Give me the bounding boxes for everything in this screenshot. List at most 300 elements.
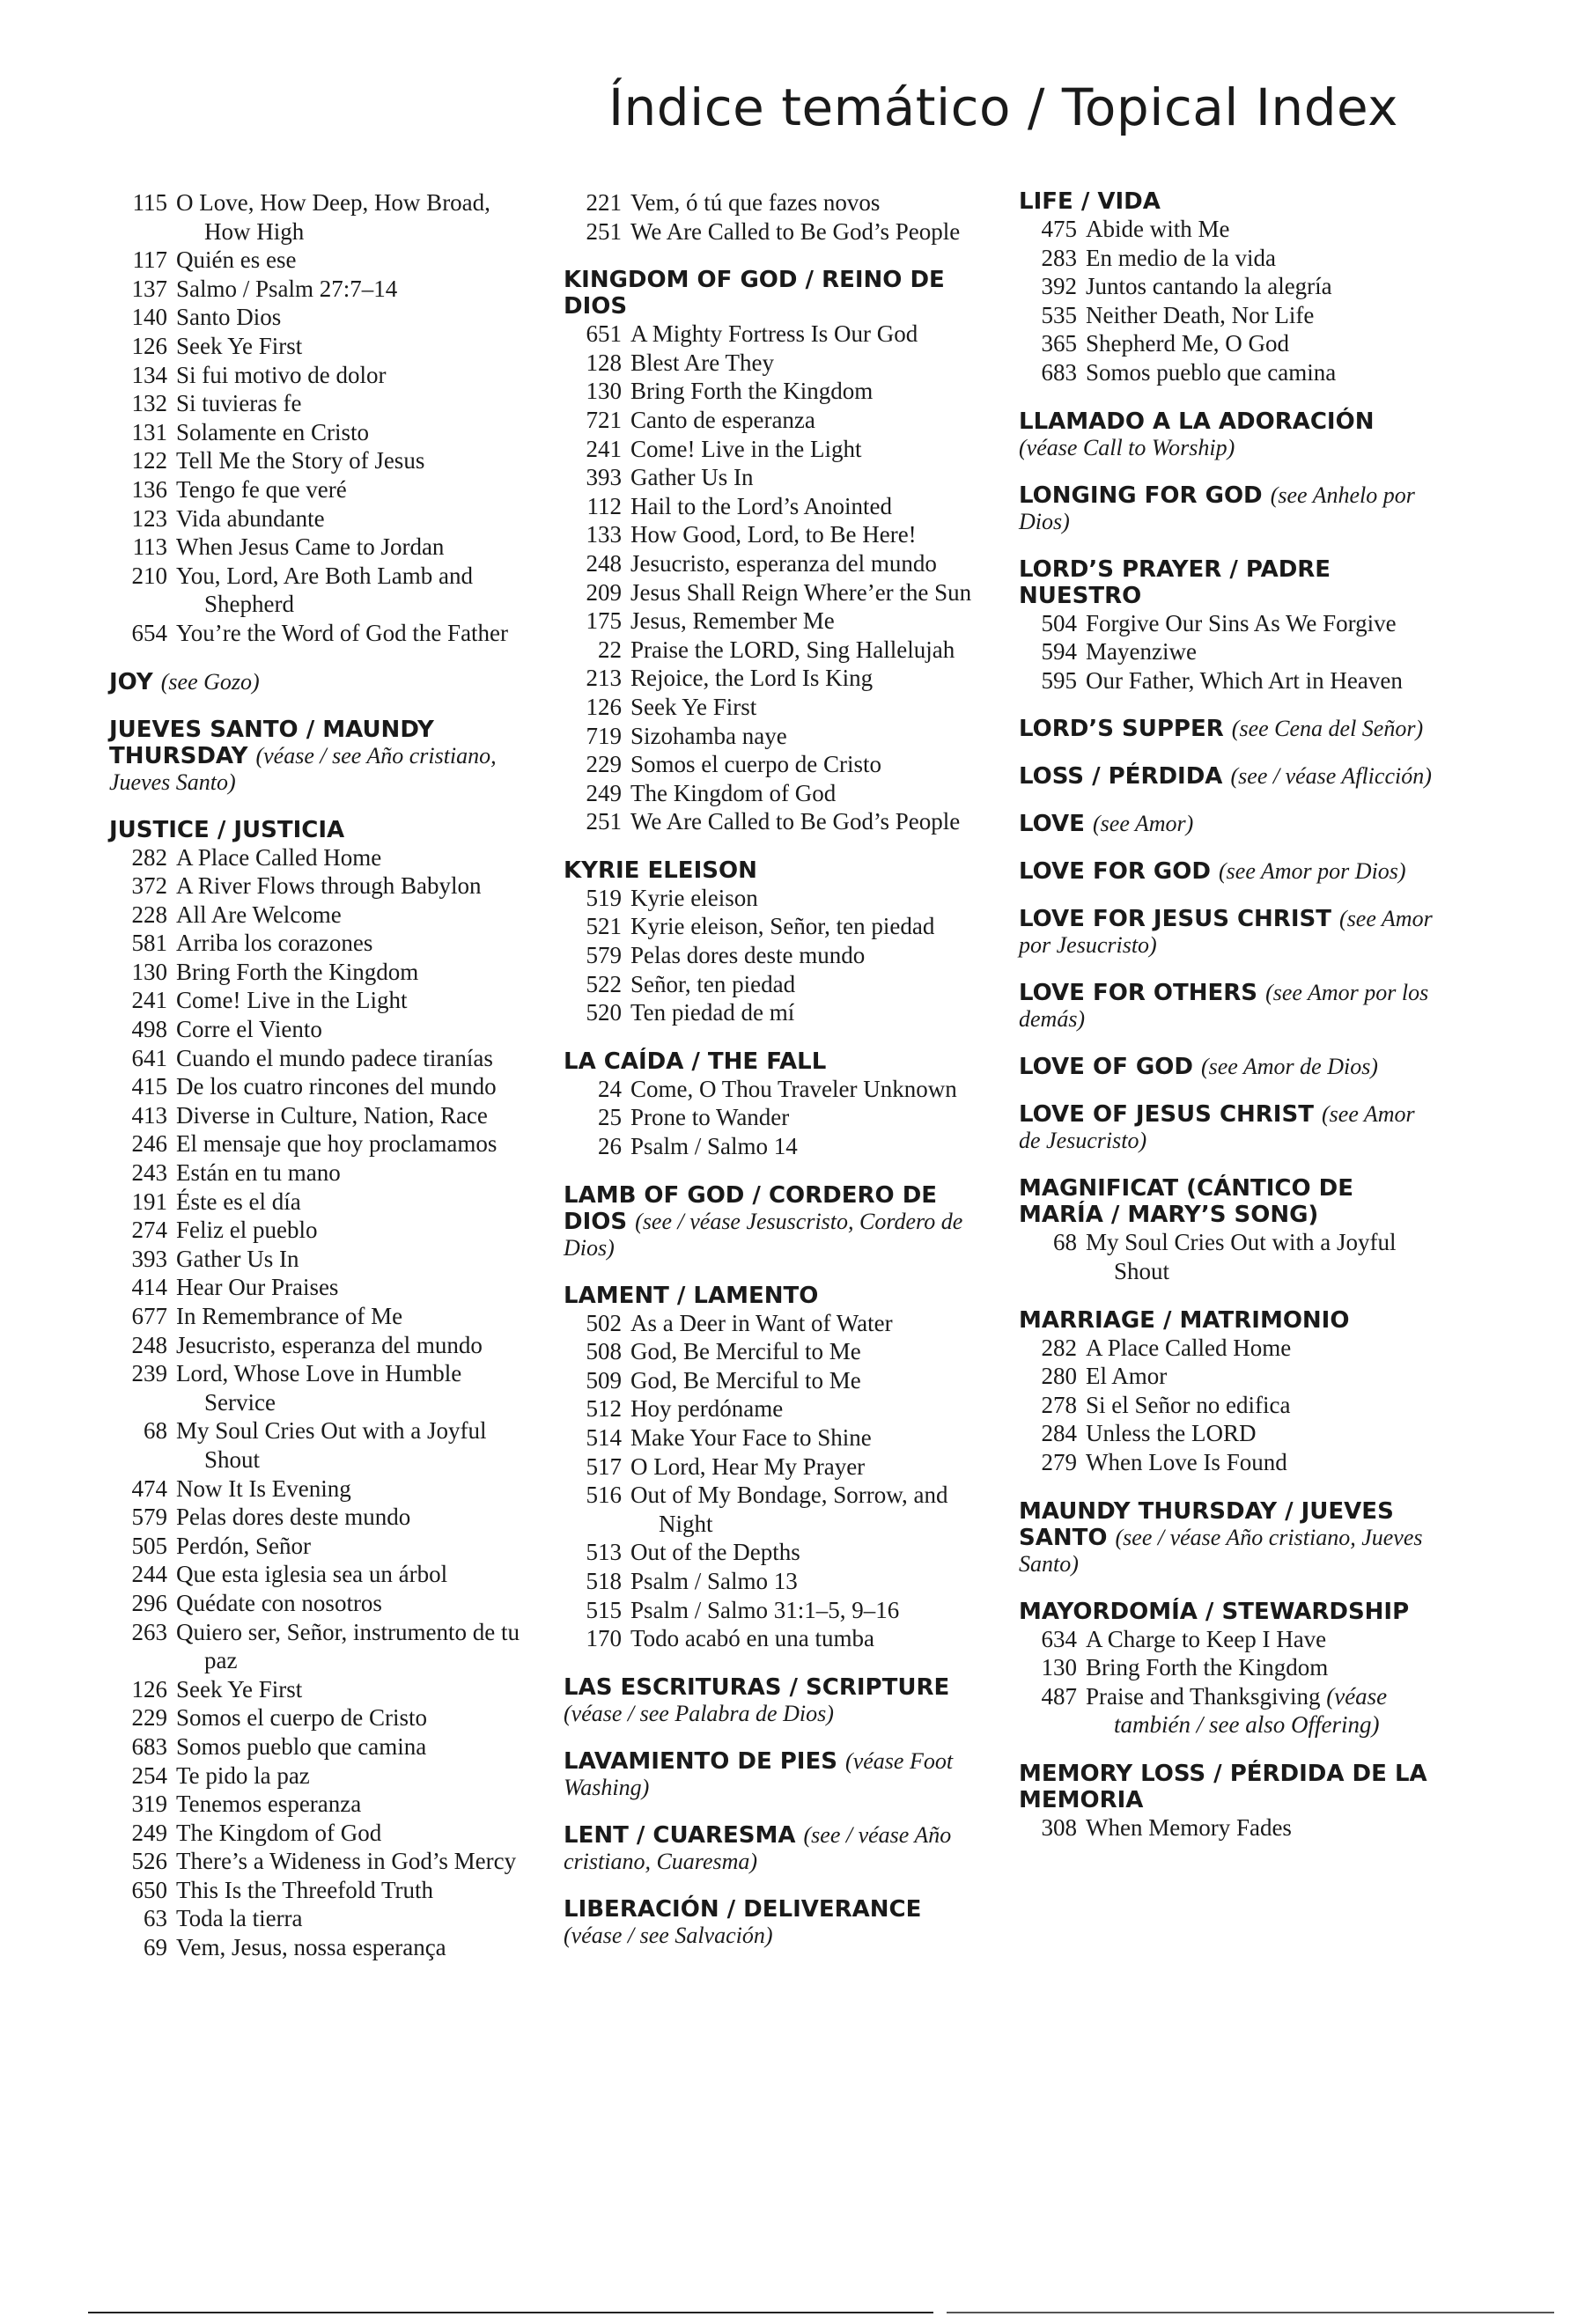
topic-heading <box>1019 1761 1433 1813</box>
hymn-number: 136 <box>131 475 167 503</box>
hymn-number: 719 <box>586 722 622 749</box>
hymn-title <box>630 549 977 578</box>
hymn-entry <box>1019 1653 1433 1682</box>
hymn-number: 579 <box>131 1504 167 1531</box>
hymn-entry <box>109 246 523 275</box>
hymn-entry <box>109 1475 523 1504</box>
hymn-number: 413 <box>131 1101 167 1129</box>
hymn-number: 474 <box>131 1475 167 1502</box>
hymn-title-text: Rejoice, the Lord Is King <box>630 665 874 692</box>
hymn-number: 514 <box>586 1424 622 1451</box>
index-entry-block <box>564 1748 977 1801</box>
hymn-title <box>176 1503 523 1532</box>
hymn-title <box>176 1245 523 1274</box>
topic-heading <box>1019 858 1433 885</box>
hymn-number: 68 <box>144 1417 167 1445</box>
hymn-title-text: Hoy perdóname <box>630 1395 784 1423</box>
hymn-number: 654 <box>131 619 167 646</box>
hymn-entry <box>109 533 523 562</box>
hymn-title-text: Somos pueblo que camina <box>176 1732 427 1760</box>
hymn-number: 263 <box>131 1618 167 1645</box>
hymn-title-text: All Are Welcome <box>176 901 342 928</box>
hymn-number: 68 <box>1053 1229 1077 1256</box>
hymn-title-text: Salmo / Psalm 27:7–14 <box>176 275 398 302</box>
hymn-entry <box>564 1337 977 1366</box>
hymn-title-text: Quiero ser, Señor, instrumento de tu paz <box>176 1618 520 1674</box>
index-entry-block <box>564 1182 977 1261</box>
hymn-entry <box>109 1503 523 1532</box>
cross-reference-note: (see Amor por Jesucristo) <box>1019 906 1433 959</box>
hymn-entry <box>564 1366 977 1395</box>
hymn-entry <box>109 1589 523 1618</box>
hymn-title-text: Bring Forth the Kingdom <box>176 958 419 985</box>
hymn-title <box>630 435 977 464</box>
hymn-entry <box>564 463 977 492</box>
hymn-entry <box>109 1819 523 1848</box>
topic-heading-text: KYRIE ELEISON <box>564 857 757 884</box>
hymn-title <box>176 929 523 958</box>
hymn-entry <box>109 1216 523 1245</box>
hymn-title-text: Arriba los corazones <box>176 930 373 957</box>
hymn-title-text: Feliz el pueblo <box>176 1217 318 1244</box>
hymn-number: 221 <box>586 189 622 216</box>
hymn-number: 248 <box>131 1331 167 1358</box>
hymn-entry <box>564 1624 977 1653</box>
hymn-number: 513 <box>586 1539 622 1566</box>
hymn-title <box>630 1596 977 1625</box>
hymn-title-text: The Kingdom of God <box>630 779 837 806</box>
hymn-title-text: A Place Called Home <box>176 843 382 871</box>
hymn-title <box>1086 1334 1433 1363</box>
hymn-title-text: Make Your Face to Shine <box>630 1424 872 1451</box>
hymn-title <box>176 1015 523 1044</box>
hymn-entry <box>109 872 523 901</box>
hymn-entry <box>109 332 523 361</box>
hymn-title <box>176 1790 523 1819</box>
hymn-number: 512 <box>586 1395 622 1423</box>
hymn-title <box>630 492 977 521</box>
hymn-title <box>630 1103 977 1132</box>
topic-heading <box>1019 482 1433 535</box>
hymn-title <box>630 578 977 607</box>
hymn-title <box>176 1819 523 1848</box>
hymn-title-text: You’re the Word of God the Father <box>176 619 509 646</box>
index-entry-block <box>109 669 523 695</box>
hymn-number: 282 <box>131 843 167 871</box>
hymn-number: 521 <box>586 913 622 940</box>
hymn-number: 518 <box>586 1567 622 1594</box>
cross-reference-note: (see Amor por los demás) <box>1019 980 1429 1033</box>
hymn-title-text: When Jesus Came to Jordan <box>176 533 445 561</box>
index-column-3 <box>1019 188 1433 1863</box>
hymn-title <box>176 361 523 390</box>
cross-reference-note: (véase / see Año cristiano, Jueves Santo) <box>109 742 497 795</box>
hymn-title <box>630 607 977 636</box>
hymn-entry <box>1019 272 1433 301</box>
hymn-entry <box>109 275 523 304</box>
hymn-title-text: Tenemos esperanza <box>176 1791 362 1818</box>
index-entry-block <box>1019 763 1433 790</box>
hymn-title <box>176 1732 523 1761</box>
hymn-title <box>176 1331 523 1360</box>
hymn-title-text: Canto de esperanza <box>630 406 815 433</box>
hymn-title-text: This Is the Threefold Truth <box>176 1876 433 1903</box>
hymn-title <box>1086 1419 1433 1448</box>
hymn-entry <box>564 1567 977 1596</box>
hymn-entry <box>564 578 977 607</box>
hymn-entry <box>564 1132 977 1161</box>
hymn-title <box>176 1933 523 1962</box>
hymn-title-text: Vida abundante <box>176 504 325 532</box>
hymn-entry <box>564 779 977 808</box>
cross-reference-note: (see / véase Año cristiano, Jueves Santo) <box>1019 1524 1423 1577</box>
hymn-title-text: Kyrie eleison <box>630 884 758 911</box>
index-entry-block <box>1019 1307 1433 1477</box>
hymn-entry <box>109 361 523 390</box>
hymn-title <box>176 533 523 562</box>
topic-heading <box>1019 1175 1433 1228</box>
topic-heading <box>1019 1498 1433 1578</box>
hymn-number: 69 <box>144 1934 167 1961</box>
topic-heading-text: LAVAMIENTO DE PIES <box>564 1747 837 1775</box>
hymn-entry <box>1019 1813 1433 1842</box>
hymn-title <box>1086 358 1433 387</box>
hymn-number: 280 <box>1041 1363 1077 1390</box>
hymn-number: 308 <box>1041 1813 1077 1841</box>
index-column-2 <box>564 188 977 1970</box>
hymn-number: 508 <box>586 1338 622 1365</box>
hymn-entry <box>109 619 523 648</box>
topic-heading <box>564 1822 977 1875</box>
hymn-entry <box>109 504 523 533</box>
hymn-entry <box>109 1532 523 1561</box>
hymn-title <box>176 275 523 304</box>
cross-reference-note: (see Anhelo por Dios) <box>1019 482 1415 534</box>
hymn-entry <box>564 693 977 722</box>
hymn-cross-reference: (véase también / see also Offering) <box>1114 1682 1388 1739</box>
cross-reference-note: (see Amor) <box>1093 811 1194 837</box>
topic-heading-text: LOSS / PÉRDIDA <box>1019 763 1223 791</box>
hymn-entry <box>564 520 977 549</box>
topic-heading <box>109 817 523 843</box>
hymn-title <box>630 779 977 808</box>
topic-heading <box>1019 1054 1433 1080</box>
hymn-entry <box>564 750 977 779</box>
index-entry-block <box>1019 556 1433 695</box>
hymn-title <box>1086 609 1433 638</box>
hymn-title <box>630 1567 977 1596</box>
cross-reference-note: (see / véase Jesuscristo, Cordero de Dios) <box>564 1208 963 1261</box>
hymn-title-text: Mayenziwe <box>1086 638 1197 666</box>
topic-heading-text: MEMORY LOSS / PÉRDIDA DE LA MEMORIA <box>1019 1760 1427 1813</box>
topic-heading-text: LAMENT / LAMENTO <box>564 1282 819 1309</box>
hymn-title <box>176 1101 523 1130</box>
cross-reference-note: (véase / see Salvación) <box>564 1922 773 1948</box>
hymn-number: 249 <box>131 1819 167 1846</box>
topic-heading <box>1019 906 1433 959</box>
hymn-title <box>176 188 523 246</box>
hymn-number: 278 <box>1041 1391 1077 1418</box>
hymn-number: 140 <box>131 304 167 331</box>
cross-reference-note: (see / véase Aflicción) <box>1230 763 1432 790</box>
hymn-title <box>176 872 523 901</box>
hymn-title-text: Come, O Thou Traveler Unknown <box>630 1075 957 1102</box>
hymn-number: 175 <box>586 607 622 635</box>
hymn-title-text: Jesus, Remember Me <box>630 607 835 635</box>
hymn-number: 634 <box>1041 1625 1077 1652</box>
hymn-entry <box>109 1188 523 1217</box>
hymn-title-text: When Memory Fades <box>1086 1813 1292 1841</box>
hymn-title-text: Si tuvieras fe <box>176 390 302 417</box>
index-entry-block <box>1019 1101 1433 1154</box>
hymn-title <box>630 1624 977 1653</box>
hymn-title <box>1086 1813 1433 1842</box>
hymn-title <box>630 217 977 246</box>
hymn-entry <box>1019 358 1433 387</box>
hymn-title <box>176 418 523 447</box>
hymn-title <box>176 332 523 361</box>
hymn-title <box>176 504 523 533</box>
hymn-title-text: Éste es el día <box>176 1188 301 1215</box>
hymn-entry <box>1019 1448 1433 1477</box>
topic-heading-text: JUSTICE / JUSTICIA <box>109 816 345 843</box>
hymn-title-text: How Good, Lord, to Be Here! <box>630 521 917 548</box>
hymn-title <box>1086 244 1433 273</box>
hymn-title-text: When Love Is Found <box>1086 1448 1287 1475</box>
hymn-entry <box>1019 666 1433 695</box>
hymn-number: 130 <box>586 378 622 405</box>
topic-heading <box>564 1048 977 1075</box>
hymn-number: 581 <box>131 930 167 957</box>
topic-heading <box>564 1896 977 1949</box>
hymn-title <box>630 1366 977 1395</box>
hymn-title-text: Que esta iglesia sea un árbol <box>176 1561 448 1588</box>
topic-heading <box>1019 716 1433 742</box>
hymn-number: 128 <box>586 349 622 376</box>
hymn-title-text: En medio de la vida <box>1086 244 1276 271</box>
hymn-entry <box>1019 609 1433 638</box>
hymn-entry <box>109 1101 523 1130</box>
hymn-title <box>176 1475 523 1504</box>
hymn-title-text: Tell Me the Story of Jesus <box>176 447 425 474</box>
hymn-title <box>630 1075 977 1104</box>
hymn-title <box>176 246 523 275</box>
hymn-number: 130 <box>131 958 167 985</box>
hymn-entry <box>1019 244 1433 273</box>
hymn-number: 126 <box>131 332 167 359</box>
hymn-title-text: God, Be Merciful to Me <box>630 1338 861 1365</box>
topic-heading-text: LONGING FOR GOD <box>1019 482 1263 509</box>
hymn-number: 651 <box>586 320 622 348</box>
topic-heading-text: LA CAÍDA / THE FALL <box>564 1048 827 1075</box>
hymn-entry <box>109 1359 523 1416</box>
hymn-number: 515 <box>586 1596 622 1623</box>
index-column-1 <box>109 188 523 1983</box>
index-entry-block <box>1019 811 1433 837</box>
hymn-title <box>1086 637 1433 666</box>
hymn-number: 505 <box>131 1532 167 1559</box>
hymn-entry <box>109 1904 523 1933</box>
hymn-number: 296 <box>131 1589 167 1616</box>
hymn-title <box>1086 301 1433 330</box>
hymn-entry <box>1019 215 1433 244</box>
hymn-number: 393 <box>586 464 622 491</box>
hymn-title-text: Somos el cuerpo de Cristo <box>176 1704 427 1732</box>
hymn-entry <box>564 1423 977 1452</box>
hymn-entry <box>109 1761 523 1791</box>
hymn-entry <box>564 884 977 913</box>
hymn-number: 641 <box>131 1044 167 1071</box>
topic-heading <box>1019 1307 1433 1334</box>
hymn-title-text: Praise the LORD, Sing Hallelujah <box>630 636 955 663</box>
hymn-title-text: Quién es ese <box>176 246 297 274</box>
hymn-title-text: Bring Forth the Kingdom <box>1086 1654 1329 1681</box>
topic-heading-text: JUEVES SANTO / MAUNDY THURSDAY <box>109 716 434 769</box>
hymn-title <box>176 619 523 648</box>
hymn-number: 126 <box>131 1675 167 1703</box>
hymn-entry <box>109 418 523 447</box>
hymn-title <box>176 1302 523 1331</box>
hymn-number: 137 <box>131 275 167 302</box>
index-entry-block <box>109 188 523 648</box>
index-entry-block <box>109 817 523 1962</box>
hymn-title-text: Sizohamba naye <box>630 722 787 749</box>
index-entry-block <box>1019 482 1433 535</box>
hymn-entry <box>1019 1625 1433 1654</box>
hymn-entry <box>564 549 977 578</box>
topic-heading <box>1019 980 1433 1033</box>
topic-heading-text: MAGNIFICAT (CÁNTICO DE MARÍA / MARY’S SONG) <box>1019 1175 1354 1229</box>
hymn-title <box>176 1188 523 1217</box>
hymn-number: 475 <box>1041 216 1077 242</box>
hymn-title <box>1086 215 1433 244</box>
hymn-entry <box>1019 1391 1433 1420</box>
hymn-number: 243 <box>131 1159 167 1187</box>
topic-heading-text: MARRIAGE / MATRIMONIO <box>1019 1306 1350 1334</box>
hymn-title <box>1086 1391 1433 1420</box>
topic-heading-text: LENT / CUARESMA <box>564 1821 796 1849</box>
hymn-entry <box>564 320 977 349</box>
hymn-title <box>176 901 523 930</box>
hymn-title <box>176 1359 523 1416</box>
hymn-entry <box>564 1103 977 1132</box>
hymn-number: 210 <box>131 562 167 589</box>
hymn-title <box>176 1416 523 1474</box>
topic-heading <box>1019 1101 1433 1154</box>
hymn-title <box>1086 329 1433 358</box>
hymn-entry <box>564 1538 977 1567</box>
index-entry-block <box>564 188 977 246</box>
hymn-number: 115 <box>132 189 167 216</box>
hymn-title <box>630 1452 977 1482</box>
hymn-entry <box>109 562 523 619</box>
hymn-title <box>1086 1448 1433 1477</box>
hymn-number: 595 <box>1041 666 1077 694</box>
hymn-entry <box>109 303 523 332</box>
hymn-number: 170 <box>586 1625 622 1652</box>
cross-reference-note: (see Cena del Señor) <box>1231 716 1424 742</box>
hymn-number: 279 <box>1041 1448 1077 1475</box>
topic-heading-text: JOY <box>109 668 153 695</box>
hymn-entry <box>109 446 523 475</box>
hymn-title <box>176 303 523 332</box>
hymn-number: 683 <box>1041 358 1077 386</box>
hymn-entry <box>109 1675 523 1704</box>
hymn-number: 677 <box>131 1303 167 1329</box>
hymn-entry <box>564 664 977 693</box>
hymn-title-text: Come! Live in the Light <box>630 435 862 462</box>
hymn-title-text: We Are Called to Be God’s People <box>630 217 961 245</box>
hymn-number: 22 <box>598 636 622 663</box>
hymn-title-text: Seek Ye First <box>176 1675 303 1703</box>
hymn-title-text: Santo Dios <box>176 304 282 331</box>
hymn-title-text: A River Flows through Babylon <box>176 872 482 900</box>
topic-heading <box>564 1182 977 1261</box>
hymn-number: 132 <box>131 390 167 417</box>
hymn-entry <box>564 217 977 246</box>
hymn-title <box>1086 1228 1433 1285</box>
hymn-number: 228 <box>131 901 167 928</box>
hymn-title-text: Abide with Me <box>1086 216 1230 242</box>
hymn-entry <box>564 912 977 941</box>
hymn-entry <box>1019 637 1433 666</box>
hymn-number: 319 <box>131 1791 167 1818</box>
hymn-title <box>630 1394 977 1423</box>
hymn-number: 63 <box>144 1905 167 1932</box>
hymn-title-text: A Mighty Fortress Is Our God <box>630 320 918 348</box>
hymn-title-text: Prone to Wander <box>630 1104 790 1131</box>
topic-heading <box>564 1674 977 1727</box>
index-entry-block <box>1019 1761 1433 1842</box>
topic-heading <box>1019 408 1433 461</box>
hymn-number: 414 <box>131 1274 167 1301</box>
hymn-title <box>176 1761 523 1791</box>
hymn-title <box>176 475 523 504</box>
hymn-number: 249 <box>586 779 622 806</box>
hymn-title-text: Solamente en Cristo <box>176 418 369 445</box>
hymn-entry <box>109 843 523 872</box>
hymn-entry <box>109 389 523 418</box>
hymn-number: 683 <box>131 1732 167 1760</box>
hymn-number: 25 <box>598 1104 622 1131</box>
hymn-number: 131 <box>131 418 167 445</box>
hymn-number: 134 <box>131 361 167 388</box>
index-entry-block <box>1019 858 1433 885</box>
hymn-title <box>176 1216 523 1245</box>
hymn-title <box>176 1532 523 1561</box>
topic-heading-text: LOVE FOR GOD <box>1019 858 1211 886</box>
hymn-number: 522 <box>586 970 622 997</box>
hymn-title <box>176 1044 523 1073</box>
index-entry-block <box>564 857 977 1027</box>
hymn-title <box>630 463 977 492</box>
hymn-number: 123 <box>131 504 167 532</box>
hymn-title-text: Psalm / Salmo 31:1–5, 9–16 <box>630 1596 900 1623</box>
hymn-title <box>176 1618 523 1675</box>
hymn-title-text: In Remembrance of Me <box>176 1303 403 1329</box>
hymn-title-text: God, Be Merciful to Me <box>630 1366 861 1394</box>
hymn-title <box>176 1072 523 1101</box>
hymn-title <box>176 986 523 1015</box>
cross-reference-note: (see / véase Año cristiano, Cuaresma) <box>564 1821 952 1874</box>
hymn-title <box>630 520 977 549</box>
hymn-title <box>176 1904 523 1933</box>
hymn-number: 254 <box>131 1761 167 1789</box>
hymn-title-text: Juntos cantando la alegría <box>1086 273 1332 300</box>
hymn-entry <box>1019 329 1433 358</box>
hymn-entry <box>564 807 977 836</box>
cross-reference-note: (véase Call to Worship) <box>1019 434 1235 460</box>
